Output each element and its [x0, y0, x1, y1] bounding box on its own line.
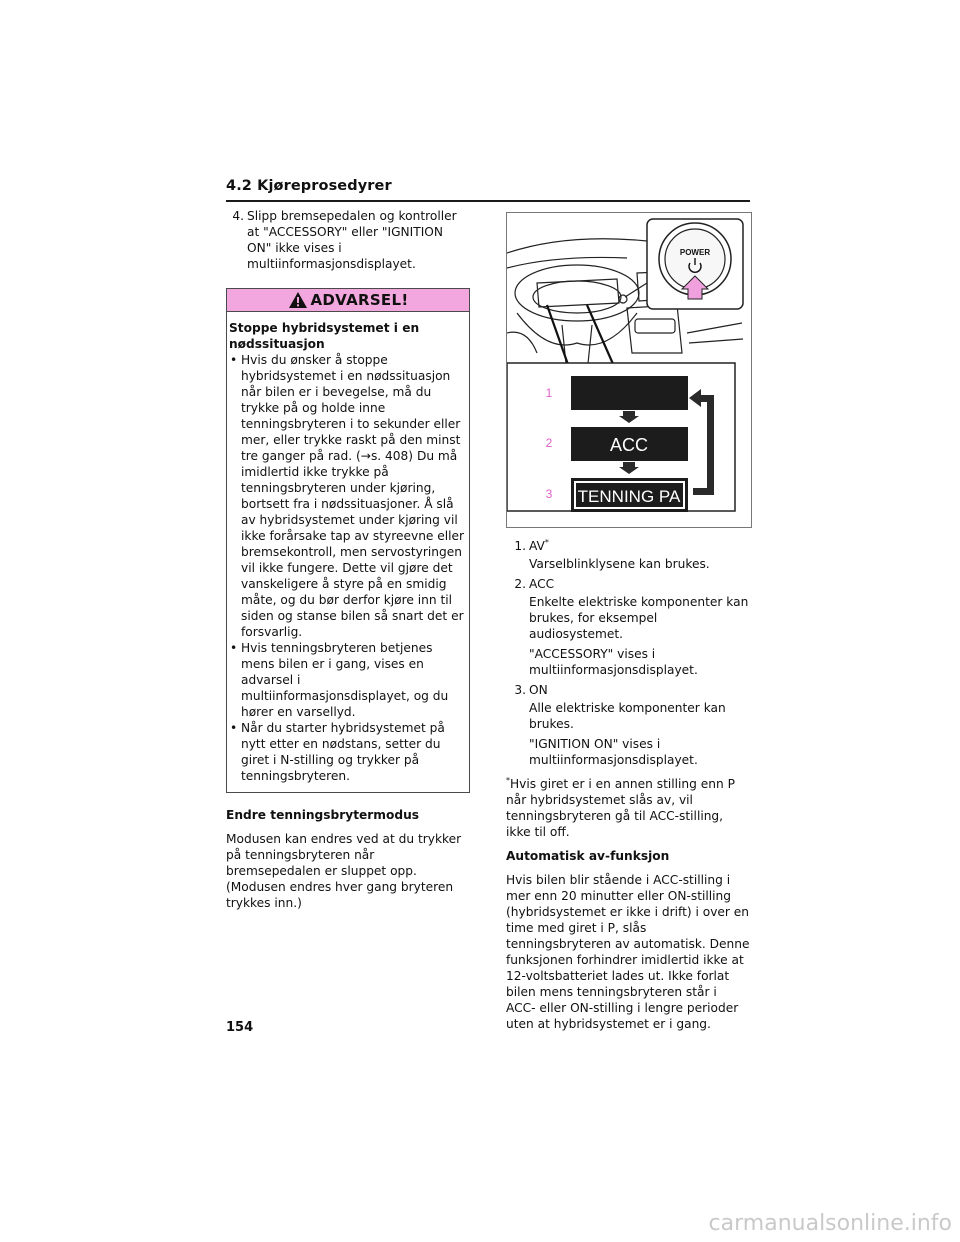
mode-item-label: ACC: [529, 577, 555, 591]
mode-item-desc: Enkelte elektriske komponenter kan brukes, for eksempel audiosystemet.: [529, 595, 749, 641]
step-4: [226, 208, 470, 272]
mode-item-label: AV*: [529, 537, 549, 553]
warning-header: [227, 289, 469, 312]
right-column: [506, 212, 750, 1032]
step-4-text: Slipp bremsepedalen og kontroller at "ACCESSORY" eller "IGNITION ON" ikke vises i multiinformasjonsdisplayet.: [247, 209, 457, 271]
warning-bullet-text: Når du starter hybridsystemet på nytt etter en nødstans, setter du giret i N-stilling og trykker på tenningsbryteren.: [241, 721, 445, 783]
mode-heading: Endre tenningsbrytermodus: [226, 808, 420, 822]
header-rule: [226, 200, 750, 202]
warning-bullet-text: Hvis tenningsbryteren betjenes mens bilen er i gang, vises en advarsel i multiinformasjonsdisplayet, og du hører en varsellyd.: [241, 641, 449, 719]
section-header: [226, 178, 750, 194]
mode-item-desc: "ACCESSORY" vises i multiinformasjonsdisplayet.: [529, 647, 698, 677]
warning-bullet: [229, 352, 467, 640]
mode-item-2: [506, 576, 750, 678]
warning-triangle-icon: [288, 291, 308, 309]
mode-item-desc: Alle elektriske komponenter kan brukes.: [529, 701, 726, 731]
mode-item-3: [506, 682, 750, 768]
mode-item-number: 2.: [514, 577, 526, 591]
warning-label: ADVARSEL!: [310, 291, 409, 309]
ignition-figure: [506, 212, 752, 528]
mode-item-number: 1.: [514, 539, 526, 553]
mode-display-1: [571, 376, 688, 410]
step-4-number: 4.: [232, 209, 244, 223]
mode-number-2: 2: [545, 436, 553, 450]
watermark: carmanualsonline.info: [708, 1211, 952, 1236]
warning-content: [227, 312, 469, 792]
bullet-dot: •: [230, 721, 238, 735]
bullet-dot: •: [230, 353, 238, 367]
auto-off-heading: Automatisk av-funksjon: [506, 849, 670, 863]
mode-display-2-text: ACC: [609, 435, 649, 455]
power-label: POWER: [679, 248, 711, 257]
mode-item-desc: Varselblinklysene kan brukes.: [529, 557, 710, 571]
warning-bullet: [229, 640, 467, 720]
mode-item-desc: "IGNITION ON" vises i multiinformasjonsdisplayet.: [529, 737, 698, 767]
mode-text: Modusen kan endres ved at du trykker på tenningsbryteren når bremsepedalen er sluppet opp. (Modusen endres hver gang bryteren trykkes inn.): [226, 832, 462, 910]
section-title: 4.2 Kjøreprosedyrer: [226, 178, 392, 194]
mode-number-3: 3: [545, 487, 553, 501]
warning-bullet-text: Hvis du ønsker å stoppe hybridsystemet i en nødssituasjon når bilen er i bevegelse, må du trykke på og holde inne tenningsbryteren i to sekunder eller mer, eller trykke raskt på den minst tre ganger på rad. (→s. 408) Du må imidlertid ikke trykke på tenningsbryteren under kjøring, bortsett fra i nødssituasjoner. Å slå av hybridsystemet under kjøring vil ikke forårsake tap av styreevne eller bremsekontroll, men servostyringen vil ikke fungere. Dette vil gjøre det vanskeligere å styre på en smidig måte, og du bør derfor kjøre inn til siden og stanse bilen så snart det er forsvarlig.: [241, 353, 465, 639]
ignition-illustration: [507, 213, 751, 527]
bullet-dot: •: [230, 641, 238, 655]
warning-bullet: [229, 720, 467, 784]
mode-item-label: ON: [529, 683, 548, 697]
warning-title: Stoppe hybridsystemet i en nødssituasjon: [229, 321, 420, 351]
warning-box: [226, 288, 470, 793]
mode-item-number: 3.: [514, 683, 526, 697]
auto-off-text: Hvis bilen blir stående i ACC-stilling i mer enn 20 minutter eller ON-stilling (hybridsystemet er ikke i drift) i over en time med giret i P, slås tenningsbryteren av automatisk. Denne funksjonen forhindrer imidlertid ikke at 12-voltsbatteriet lades ut. Ikke forlat bilen mens tenningsbryteren står i ACC- eller ON-stilling i lengre perioder uten at hybridsystemet er i gang.: [506, 873, 750, 1031]
left-column: [226, 208, 470, 911]
page-number: 154: [226, 1020, 254, 1035]
mode-number-1: 1: [545, 386, 553, 400]
mode-display-3-text: TENNING PA: [577, 487, 681, 506]
footnote: *Hvis giret er i en annen stilling enn P når hybridsystemet slås av, vil tenningsbryteren gå til ACC-stilling, ikke til off.: [506, 775, 735, 839]
mode-item-1: [506, 538, 750, 572]
